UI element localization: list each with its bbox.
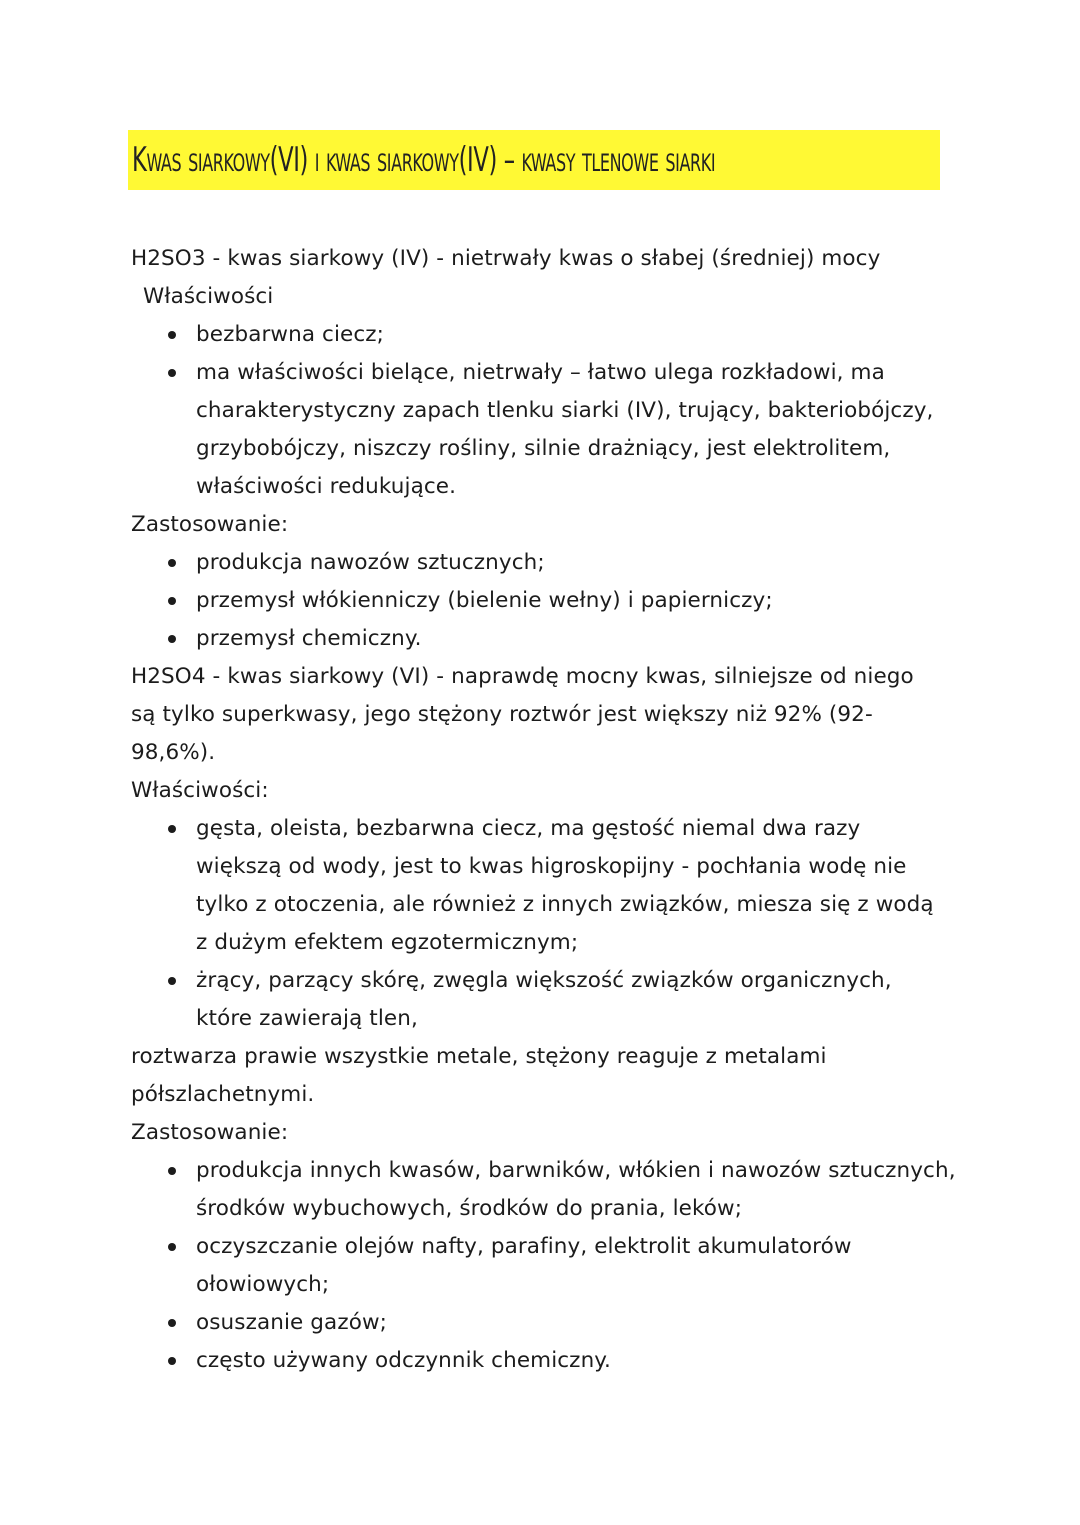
list-item	[131, 810, 941, 962]
h2so4-properties-label: Właściwości:	[131, 778, 269, 803]
list-item-text: gęsta, oleista, bezbarwna ciecz, ma gęstość niemal dwa razy większą od wody, jest to kwas higroskopijny - pochłania wodę nie tylko z otoczenia, ale również z innych związków, miesza się z wodą z dużym efektem egzotermicznym;	[196, 816, 934, 955]
h2so4-heading: H2SO4 - kwas siarkowy (VI) - naprawdę mocny kwas, silniejsze od niego są tylko superkwasy, jego stężony roztwór jest większy niż 92% (92-98,6%).	[131, 664, 914, 765]
bullet-icon	[168, 1357, 176, 1365]
bullet-icon	[168, 1167, 176, 1175]
h2so3-properties-label: Właściwości	[143, 284, 274, 309]
bullet-icon	[168, 977, 176, 985]
bullet-icon	[168, 331, 176, 339]
list-item-text: bezbarwna ciecz;	[196, 322, 385, 347]
list-item	[131, 1342, 951, 1380]
list-item-text: produkcja nawozów sztucznych;	[196, 550, 545, 575]
list-item-text: przemysł włókienniczy (bielenie wełny) i papierniczy;	[196, 588, 773, 613]
document-body	[131, 240, 956, 1380]
list-item	[131, 316, 951, 354]
page-title: Kwas siarkowy(VI) i kwas siarkowy(IV) – kwasy tlenowe siarki	[132, 140, 716, 180]
bullet-icon	[168, 825, 176, 833]
title-highlight	[128, 130, 940, 190]
bullet-icon	[168, 1243, 176, 1251]
list-item	[131, 620, 951, 658]
list-item-text: produkcja innych kwasów, barwników, włókien i nawozów sztucznych, środków wybuchowych, środków do prania, leków;	[196, 1158, 956, 1221]
list-item-text: często używany odczynnik chemiczny.	[196, 1348, 611, 1373]
list-item-text: osuszanie gazów;	[196, 1310, 387, 1335]
bullet-icon	[168, 559, 176, 567]
bullet-icon	[168, 597, 176, 605]
bullet-icon	[168, 635, 176, 643]
list-item	[131, 962, 936, 1038]
bullet-icon	[168, 369, 176, 377]
list-item	[131, 1304, 951, 1342]
list-item	[131, 1152, 956, 1228]
h2so4-usage-list	[131, 1152, 956, 1380]
list-item	[131, 582, 951, 620]
bullet-icon	[168, 1319, 176, 1327]
h2so4-extra-text: roztwarza prawie wszystkie metale, stężony reaguje z metalami półszlachetnymi.	[131, 1044, 827, 1107]
list-item-text: oczyszczanie olejów nafty, parafiny, elektrolit akumulatorów ołowiowych;	[196, 1234, 852, 1297]
list-item-text: przemysł chemiczny.	[196, 626, 422, 651]
h2so4-properties-list	[131, 810, 951, 1038]
h2so4-usage-label: Zastosowanie:	[131, 1120, 289, 1145]
list-item	[131, 1228, 916, 1304]
h2so3-properties-list	[131, 316, 951, 506]
list-item	[131, 354, 956, 506]
list-item-text: żrący, parzący skórę, zwęgla większość związków organicznych, które zawierają tlen,	[196, 968, 892, 1031]
list-item-text: ma właściwości bielące, nietrwały – łatwo ulega rozkładowi, ma charakterystyczny zapach tlenku siarki (IV), trujący, bakteriobójczy, grzybobójczy, niszczy rośliny, silnie drażniący, jest elektrolitem, właściwości redukujące.	[196, 360, 934, 499]
h2so3-usage-list	[131, 544, 951, 658]
h2so3-usage-label: Zastosowanie:	[131, 512, 289, 537]
h2so3-heading: H2SO3 - kwas siarkowy (IV) - nietrwały kwas o słabej (średniej) mocy	[131, 246, 881, 271]
list-item	[131, 544, 951, 582]
